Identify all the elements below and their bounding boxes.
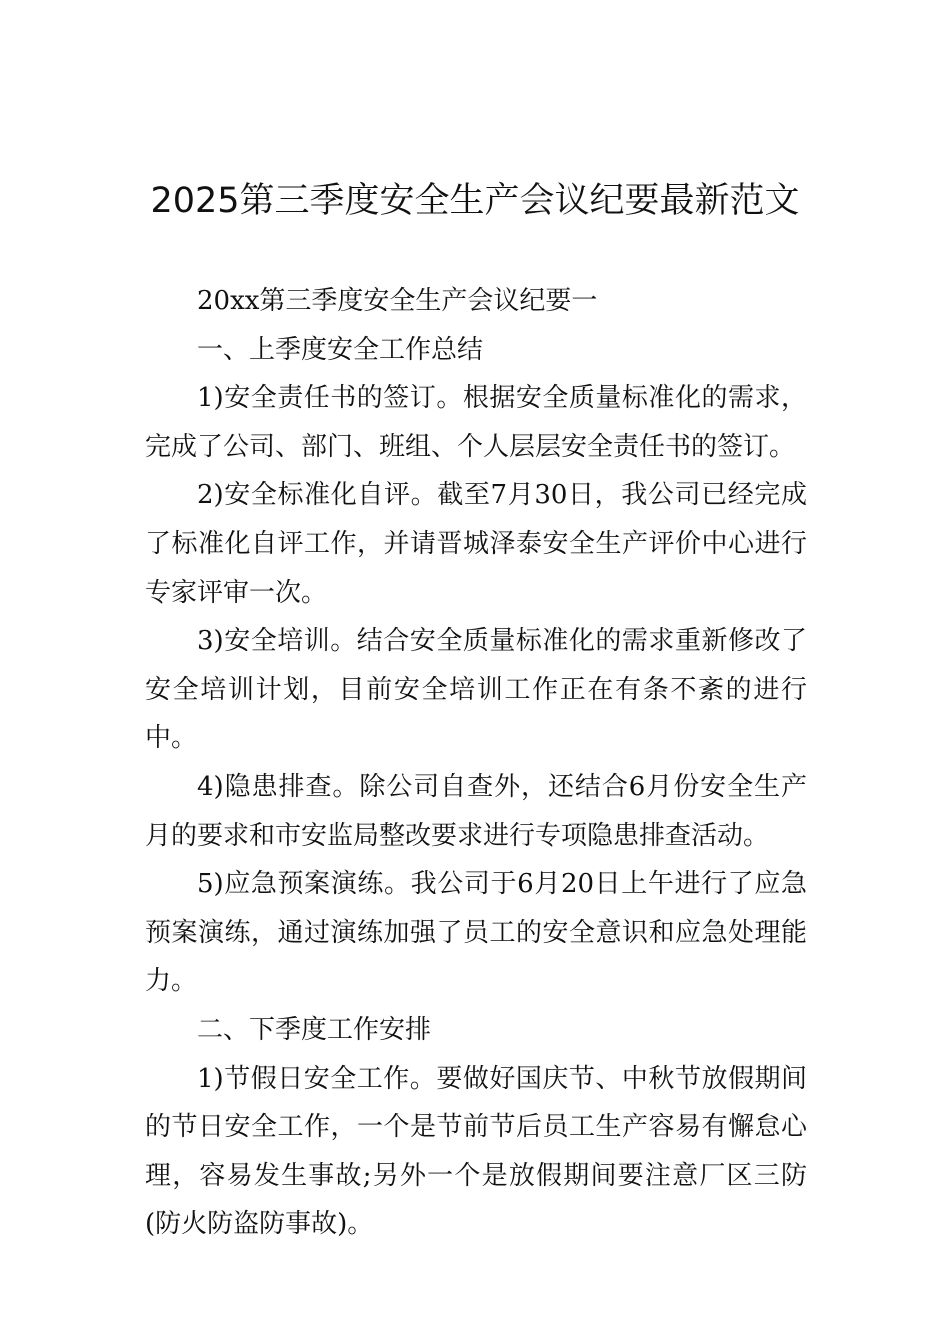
section-heading-1: 一、上季度安全工作总结 <box>197 334 484 365</box>
subtitle-paragraph: 20xx第三季度安全生产会议纪要一 <box>197 286 598 316</box>
paragraph-next-item-1: 1)节假日安全工作。要做好国庆节、中秋节放假期间的节日安全工作，一个是节前节后员工生产容易有懈怠心理，容易发生事故;另外一个是放假期间要注意厂区三防(防火防盗防事故)。 <box>145 1063 807 1240</box>
paragraph-item-5: 5)应急预案演练。我公司于6月20日上午进行了应急预案演练，通过演练加强了员工的安全意识和应急处理能力。 <box>145 869 807 997</box>
document-body <box>145 277 807 1249</box>
paragraph-item-4: 4)隐患排查。除公司自查外，还结合6月份安全生产月的要求和市安监局整改要求进行专项隐患排查活动。 <box>145 771 807 851</box>
paragraph-item-3: 3)安全培训。结合安全质量标准化的需求重新修改了安全培训计划，目前安全培训工作正在有条不紊的进行中。 <box>145 626 807 754</box>
section-heading-2: 二、下季度工作安排 <box>197 1014 432 1045</box>
document-title: 2025第三季度安全生产会议纪要最新范文 <box>150 181 800 221</box>
paragraph-item-1: 1)安全责任书的签订。根据安全质量标准化的需求，完成了公司、部门、班组、个人层层安全责任书的签订。 <box>145 383 807 462</box>
paragraph-item-2: 2)安全标准化自评。截至7月30日，我公司已经完成了标准化自评工作，并请晋城泽泰安全生产评价中心进行专家评审一次。 <box>145 480 807 608</box>
